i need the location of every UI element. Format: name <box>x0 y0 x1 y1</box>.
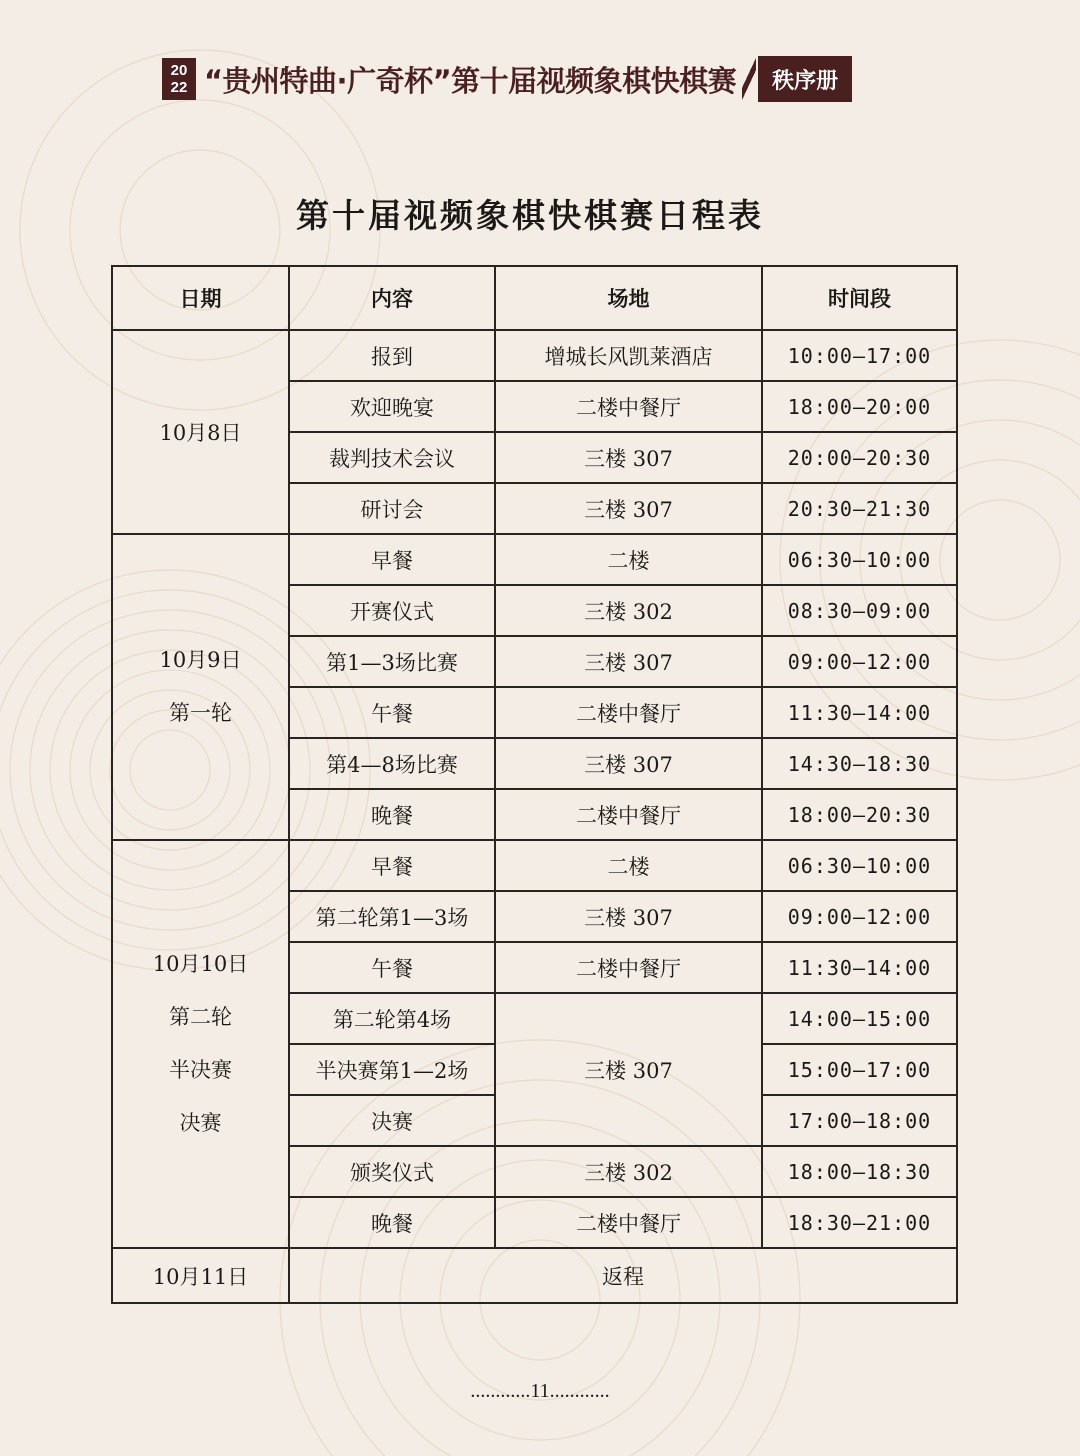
time-cell: 20:30—21:30 <box>762 483 957 534</box>
time-cell: 15:00—17:00 <box>762 1044 957 1095</box>
venue-cell: 三楼 307 <box>495 483 762 534</box>
date-cell: 10月8日 <box>112 330 289 534</box>
header-content: 内容 <box>289 266 495 330</box>
header-date: 日期 <box>112 266 289 330</box>
time-cell: 09:00—12:00 <box>762 636 957 687</box>
content-cell: 午餐 <box>289 942 495 993</box>
table-row <box>112 1248 957 1303</box>
venue-cell: 三楼 307 <box>495 636 762 687</box>
venue-cell: 三楼 302 <box>495 585 762 636</box>
time-cell: 20:00—20:30 <box>762 432 957 483</box>
year-badge <box>162 58 196 100</box>
time-cell: 14:30—18:30 <box>762 738 957 789</box>
content-cell: 早餐 <box>289 534 495 585</box>
stage-label: 半决赛 <box>169 1058 232 1082</box>
content-cell: 裁判技术会议 <box>289 432 495 483</box>
header-venue: 场地 <box>495 266 762 330</box>
venue-cell: 二楼中餐厅 <box>495 687 762 738</box>
page-number: ............11............ <box>470 1380 610 1402</box>
content-cell: 午餐 <box>289 687 495 738</box>
date-cell <box>112 534 289 840</box>
time-cell: 18:00—20:00 <box>762 381 957 432</box>
time-cell: 18:00—20:30 <box>762 789 957 840</box>
header-banner <box>162 56 852 102</box>
time-cell: 11:30—14:00 <box>762 687 957 738</box>
content-cell: 第1—3场比赛 <box>289 636 495 687</box>
venue-cell: 三楼 307 <box>495 891 762 942</box>
stage-label: 第二轮 <box>169 1005 232 1029</box>
table-row <box>112 534 957 585</box>
time-cell: 10:00—17:00 <box>762 330 957 381</box>
venue-cell: 三楼 307 <box>495 738 762 789</box>
venue-cell: 三楼 307 <box>495 993 762 1146</box>
stage-label: 决赛 <box>179 1111 222 1135</box>
header-time: 时间段 <box>762 266 957 330</box>
event-title: “贵州特曲·广奇杯”第十届视频象棋快棋赛 <box>204 63 737 98</box>
venue-cell: 三楼 307 <box>495 432 762 483</box>
venue-cell: 二楼 <box>495 840 762 891</box>
booklet-tag: 秩序册 <box>758 56 852 102</box>
content-cell: 第二轮第4场 <box>289 993 495 1044</box>
time-cell: 18:30—21:00 <box>762 1197 957 1248</box>
time-cell: 09:00—12:00 <box>762 891 957 942</box>
content-cell: 欢迎晚宴 <box>289 381 495 432</box>
content-cell: 颁奖仪式 <box>289 1146 495 1197</box>
time-cell: 17:00—18:00 <box>762 1095 957 1146</box>
content-cell: 返程 <box>289 1248 957 1303</box>
round-label: 第一轮 <box>169 701 232 725</box>
time-cell: 11:30—14:00 <box>762 942 957 993</box>
slash-divider <box>742 56 756 102</box>
time-cell: 06:30—10:00 <box>762 534 957 585</box>
content-cell: 半决赛第1—2场 <box>289 1044 495 1095</box>
content-cell: 早餐 <box>289 840 495 891</box>
content-cell: 研讨会 <box>289 483 495 534</box>
date-cell <box>112 840 289 1248</box>
date-label: 10月10日 <box>152 952 249 976</box>
time-cell: 06:30—10:00 <box>762 840 957 891</box>
schedule-table <box>111 265 958 1304</box>
venue-cell: 二楼中餐厅 <box>495 1197 762 1248</box>
venue-cell: 二楼中餐厅 <box>495 381 762 432</box>
content-cell: 决赛 <box>289 1095 495 1146</box>
content-cell: 晚餐 <box>289 789 495 840</box>
venue-cell: 二楼 <box>495 534 762 585</box>
table-row <box>112 840 957 891</box>
venue-cell: 三楼 302 <box>495 1146 762 1197</box>
venue-cell: 二楼中餐厅 <box>495 942 762 993</box>
content-cell: 报到 <box>289 330 495 381</box>
content-cell: 晚餐 <box>289 1197 495 1248</box>
time-cell: 08:30—09:00 <box>762 585 957 636</box>
venue-cell: 增城长风凯莱酒店 <box>495 330 762 381</box>
table-row <box>112 330 957 381</box>
date-label: 10月9日 <box>159 648 242 672</box>
year-bottom: 22 <box>170 79 188 96</box>
content-cell: 开赛仪式 <box>289 585 495 636</box>
content-cell: 第二轮第1—3场 <box>289 891 495 942</box>
content-cell: 第4—8场比赛 <box>289 738 495 789</box>
year-top: 20 <box>170 62 188 79</box>
time-cell: 18:00—18:30 <box>762 1146 957 1197</box>
time-cell: 14:00—15:00 <box>762 993 957 1044</box>
table-header-row <box>112 266 957 330</box>
venue-cell: 二楼中餐厅 <box>495 789 762 840</box>
date-cell: 10月11日 <box>112 1248 289 1303</box>
page-title: 第十届视频象棋快棋赛日程表 <box>296 196 764 235</box>
